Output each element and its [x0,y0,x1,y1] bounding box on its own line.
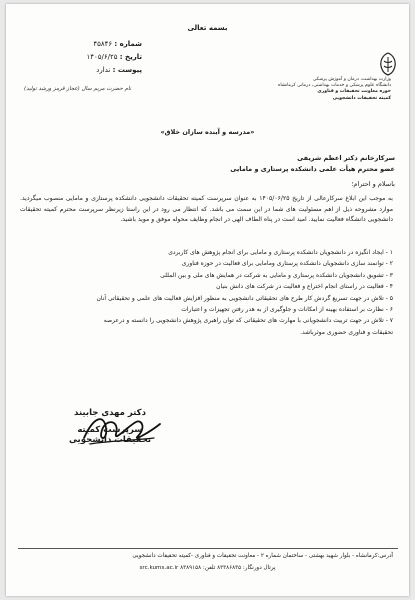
date-value: ۱۴۰۵/۶/۲۵ [86,53,118,61]
number-label: شماره : [114,40,142,48]
signatory-name: دکتر مهدی جابیند [74,408,146,418]
date-row [22,51,142,64]
body-paragraph: به موجب این ابلاغ سرکارعالی از تاریخ ۱۴۰۵/۰۶/۲۵ به عنوان سرپرست کمیته تحقیقات دانشجویی دانشکده پرستاری و مامایی منصوب میگردید. موارد مشروحه ذیل از اهم مسئولیت های شما در این سمت می باشد. که انتظار می رود در این راستا زیرنظر سرپرست محترم کمیته تحقیقات دانشجویی دانشگاه فعالیت نمایید. امید است در پناه الطاف الهی در انجام وظایف محوله موفق و موید باشید. [20,195,393,224]
letter-meta [22,38,142,77]
addressee-position: عضو محترم هیأت علمی دانشکده پرستاری و مامایی [230,165,395,173]
duty-item: ۵ - تلاش در جهت تسریع گردش کار طرح های تحقیقاتی دانشجویی به منظور افزایش فعالیت های علمی و تحقیقاتی آنان [96,294,393,302]
footer-divider [18,548,398,549]
footer-phone: پرتال دورنگار: ۸۳۳۸۶۸۳۵ تلفن: ۸۳۸۹۱۵۸ [180,565,276,571]
org-line-1: وزارت بهداشت، درمان و آموزش پزشکی [312,77,391,82]
attachment-label: پیوست : [112,66,142,74]
org-line-3: حوزه معاونت تحقیقات و فناوری [317,89,391,95]
number-value: ۴۵۸۴۶ [93,40,113,48]
slogan: «مدرسه و آینده سازان خلاق» [160,128,255,136]
duty-item: ۱ - ایجاد انگیزه در دانشجویان دانشکده پرستاری و مامایی برای انجام پژوهش های کاربردی [168,249,393,256]
footer-address: آدرس:کرمانشاه - بلوار شهید بهشتی - ساختمان شماره ۲ - معاونت تحقیقات و فناوری -کمیته تحقیقات دانشجویی [132,553,393,559]
footer-website: src.kums.ac.ir [139,565,179,571]
university-emblem-icon [377,52,399,76]
addressee-name: سرکارخانم دکتر اعظم شریفی [297,154,395,162]
duty-item: ۳ - تشویق دانشجویان دانشکده پرستاری و مامایی به شرکت در همایش های ملی و بین المللی [160,271,393,279]
duties-list [20,247,393,338]
attachment-row [22,64,142,77]
year-slogan-note: نام حضرت مریم سال (عجاز قرمز ورشد تولید) [24,86,132,92]
duty-item: ۷ - تلاش در جهت تربیت دانشجویانی با مهارت های تحقیقاتی که توان راهبری پژوهش دانشجویی را دانسته و درعرصه [103,317,393,325]
duty-item: تحقیقات و فناوری حضوری موثرباشد. [300,328,393,336]
org-line-2: دانشگاه علوم پزشکی و خدمات بهداشتی، درمانی کرمانشاه [277,83,391,89]
number-row [22,38,142,51]
greeting: باسلام و احترام؛ [351,180,395,188]
bismillah-header: بسمه تعالی [187,24,228,32]
signatory-title: سرپرست کمیته تحقیقات دانشجویی [68,425,152,445]
duty-item: ۲ - توانمند سازی دانشجویان دانشکده پرستاری ومامایی برای فعالیت در حوزه فناوری [181,260,393,268]
duty-item: ۴ - فعالیت در راستای انجام اختراع و فعالیت در شرکت های دانش بنیان [216,283,393,291]
footer-contact [6,565,409,571]
duty-item: ۶ - نظارت بر استفاده بهینه از امکانات و جلوگیری از به هدر رفتن تجهیزات و اعتبارات [181,306,393,314]
attachment-value: ندارد [96,66,111,74]
letter-page [6,4,409,596]
org-line-4: کمیته تحقیقات دانشجویی [332,95,391,101]
organization-block [261,77,391,102]
date-label: تاریخ : [119,53,142,61]
